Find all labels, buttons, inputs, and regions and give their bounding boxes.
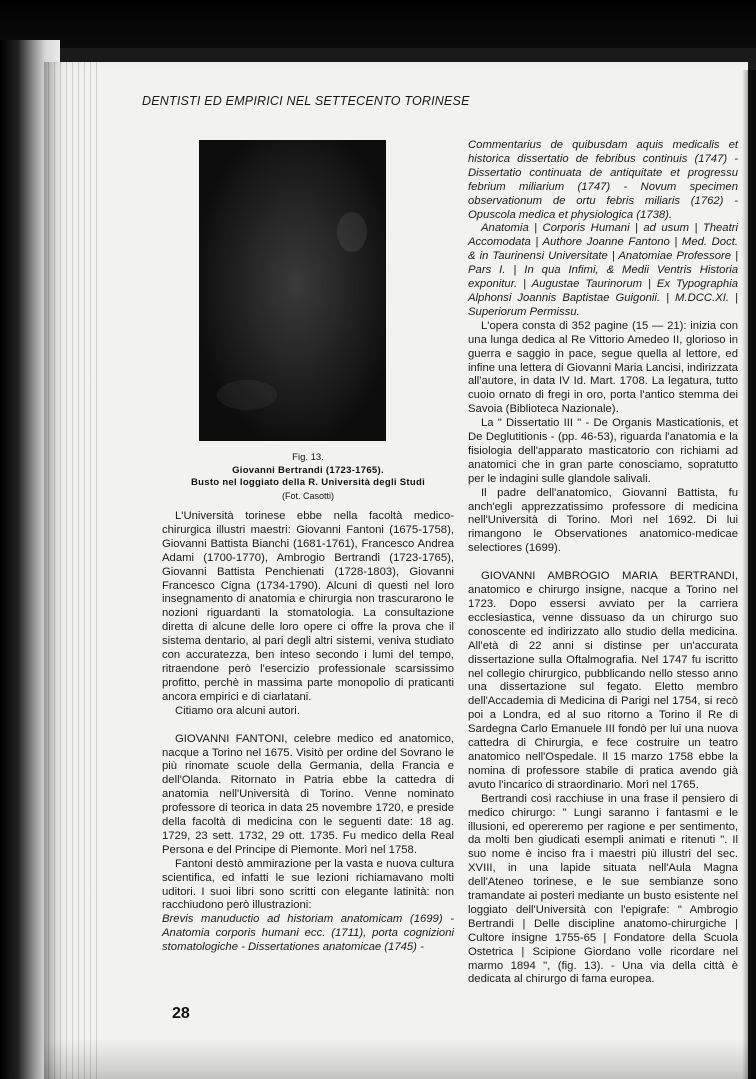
- figure-subtitle: Busto nel loggiato della R. Università degli Studi: [190, 477, 426, 488]
- right-text-column: [468, 139, 738, 987]
- paragraph: GIOVANNI AMBROGIO MARIA BERTRANDI, anatomico e chirurgo insigne, nacque a Torino nel 1723. Dopo essersi avviato per la carriera ecclesiastica, venne dissuaso da un chirurgo suo conoscente ed indirizzato allo studio della medicina. All'età di 22 anni si distinse per un'accurata dissertazione sulla Oftalmografia. Nel 1747 fu iscritto nel collegio chirurgico, pubblicando nello stesso anno una dissertazione sul fegato. Eletto membro dell'Accademia di Medicina di Parigi nel 1754, si recò poi a Londra, ed al suo ritorno a Torino il Re di Sardegna Carlo Emanuele III fondò per lui una nuova cattedra di Chirurgia, e fece costruire un teatro anatomico nell'Ospedale. Il 15 marzo 1758 ebbe la nomina di professore stabile di pratica avendo già avuto l'incarico di straordinario. Morì nel 1765.: [468, 570, 738, 791]
- paragraph: Il padre dell'anatomico, Giovanni Battista, fu anch'egli apprezzatissimo professore di medicina nell'Università di Torino. Morì nel 1692. Di lui rimangono le Observationes anatomico-medicae selectiores (1699).: [468, 486, 738, 555]
- scan-right-shadow: [742, 70, 756, 1079]
- scan-bottom-shade: [44, 1039, 756, 1079]
- book-title-page: Anatomia | Corporis Humani | ad usum | Theatri Accomodata | Authore Joanne Fantono | Med. Doct. & in Taurinensi Universitate | Anatomiae Professore | Pars I. | In qua Infimi, & Medii Ventris Historia exponitur. | Augustae Taurinorum | Ex Typographia Alphonsi Joannis Baptistae Guigonii. | M.DCC.XI. | Superiorum Permissu.: [468, 222, 738, 318]
- figure-credit: (Fot. Casotti): [281, 490, 334, 501]
- paragraph: GIOVANNI FANTONI, celebre medico ed anatomico, nacque a Torino nel 1675. Visitò per ordine del Sovrano le più rinomate scuole della Germania, della Francia e dell'Olanda. Ritornato in Patria ebbe la cattedra di anatomia nell'Università di Torino. Venne nominato professore di teorica in data 25 novembre 1720, e preside della facoltà di medicina con le seguenti date: 18 ag. 1729, 23 sett. 1732, 29 ott. 1735. Fu medico della Real Persona e del Principe di Piemonte. Morì nel 1758.: [162, 732, 454, 856]
- left-text-column: [162, 510, 454, 955]
- figure-caption: [162, 452, 454, 502]
- paragraph: L'opera consta di 352 pagine (15 — 21): inizia con una lunga dedica al Re Vittorio Amedeo II, glorioso in guerra e saggio in pace, segue quella al lettore, ed infine una lettera di Giovanni Maria Lancisi, indirizzata all'autore, in data IV Id. Mart. 1708. La legatura, tutto cuoio ornato di fregi in oro, porta l'antico stemma dei Savoia (Biblioteca Nazionale).: [468, 319, 739, 416]
- photo-highlight: [337, 212, 367, 252]
- paragraph: La " Dissertatio III " - De Organis Masticationis, et De Deglutitionis - (pp. 46-53), riguarda l'anatomia e la fisiologia dell'apparato masticatorio con richiami ad anatomici che in gran parte conosciamo, sopratutto per le indagini sulle glandole salivali.: [468, 417, 738, 485]
- bust-photograph: [199, 140, 386, 441]
- paragraph: L'Università torinese ebbe nella facoltà medico-chirurgica illustri maestri: Giovanni Fantoni (1675-1758), Giovanni Battista Bianchi (1681-1761), Francesco Andrea Adami (1700-1770), Ambrogio Bertrandi (1723-1765), Giovanni Battista Penchienati (1728-1803), Giovanni Francesco Cigna (1734-1790). Alcuni di questi nel loro insegnamento di anatomia e chirurgia non trascurarono le nozioni riguardanti la stomatologia. La consultazione diretta di alcune delle loro opere ci offre la prova che il sistema dentario, al pari degli altri sistemi, veniva studiato con accuratezza, ben inteso secondo i lumi del tempo, ritraendone però l'esercizio professionale scarsissimo profitto, perchè in massima parte monopolio di praticanti ancora empirici e di ciarlatani.: [162, 510, 454, 703]
- running-head: DENTISTI ED EMPIRICI NEL SETTECENTO TORINESE: [142, 94, 470, 108]
- paragraph: Bertrandi così racchiuse in una frase il pensiero di medico chirurgo: " Lungi saranno i fantasmi e le illusioni, ed opereremo per ragione e per sentimento, da molti ben giudicati esempli animati e ritenuti ". Il suo nome è inciso fra i maestri più illustri del sec. XVIII, in una lapide situata nell'Aula Magna dell'Ateneo torinese, e le sue sembianze sono tramandate ai posteri mediante un busto esistente nel loggiato dell'Università con l'epigrafe: " Ambrogio Bertrandi | Delle discipline anatomo-chirurgiche | Cultore insigne 1755-65 | Fondatore della Scuola Ostetrica | Scipione Giordano volle ricordare nel marmo 1894 ", (fig. 13). - Una via della città è dedicata al chirurgo di fama europea.: [468, 792, 738, 986]
- paragraph: Citiamo ora alcuni autori.: [175, 704, 300, 717]
- photo-highlight: [217, 380, 277, 410]
- paragraph: Fantoni destò ammirazione per la vasta e nuova cultura scientifica, ed infatti le sue lezioni richiamavano molti uditori. I suoi libri sono scritti con elegante latinità: non racchiudono però illustrazioni:: [162, 857, 454, 912]
- bibliography-list: Brevis manuductio ad historiam anatomicam (1699) - Anatomia corporis humani ecc. (1711), porta cognizioni stomatologiche - Dissertationes anatomicae (1745) -: [162, 913, 454, 954]
- figure-title: Giovanni Bertrandi (1723-1765).: [232, 464, 384, 476]
- page-number: 28: [172, 1005, 190, 1022]
- scan-top-shadow: [0, 0, 756, 48]
- figure-label: Fig. 13.: [292, 452, 324, 463]
- page-edge-stripes: [48, 62, 100, 1079]
- bibliography-list: Commentarius de quibusdam aquis medicalis et historica dissertatio de febribus continuis (1747) - Dissertatio continuata de antiquitate et progressu febrium miliarium (1747) - Novum specimen observationum de ortu febris miliaris (1762) - Opuscola medica et physiologica (1738).: [468, 139, 738, 221]
